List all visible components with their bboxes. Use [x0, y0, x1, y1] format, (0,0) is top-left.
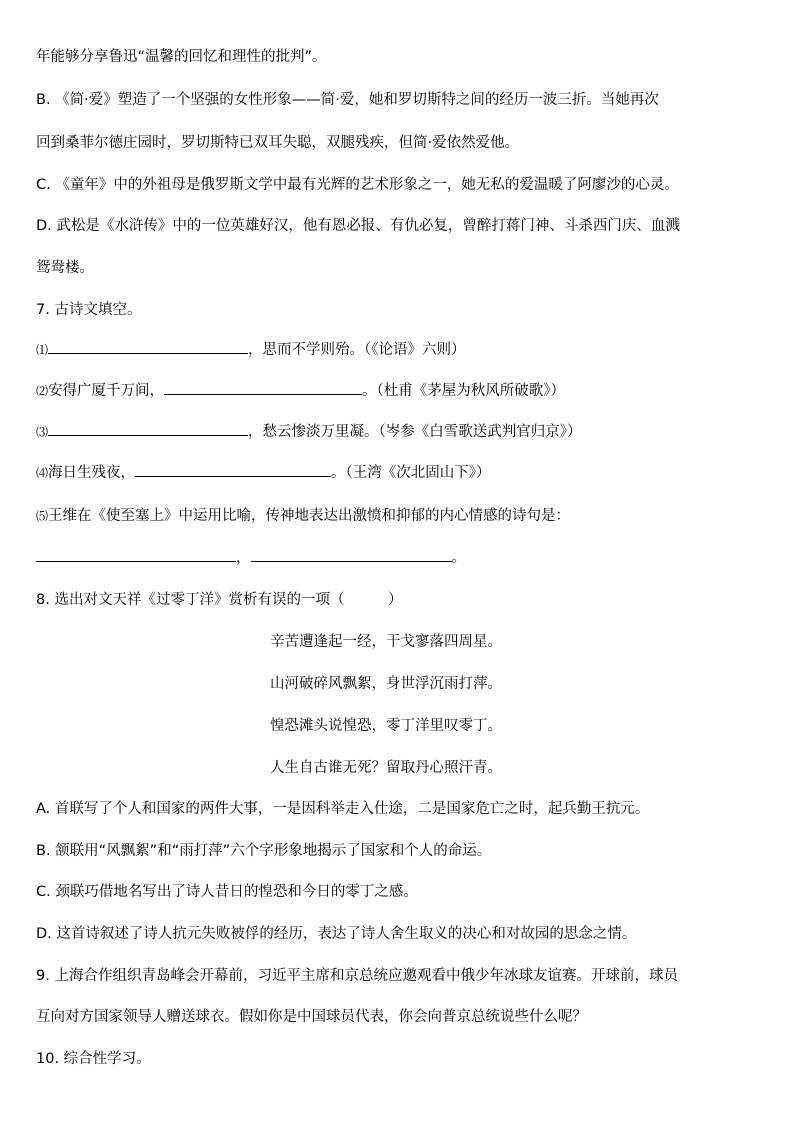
- item-number: ⑵: [36, 384, 49, 398]
- question-9-line2: 互向对方国家领导人赠送球衣。假如你是中国球员代表，你会向普京总统说些什么呢？: [36, 1009, 587, 1025]
- q8-option-b: B. 颔联用“风飘絮”和“雨打萍”六个字形象地揭示了国家和个人的命运。: [36, 843, 492, 859]
- answer-blank[interactable]: [48, 340, 248, 354]
- answer-blank[interactable]: [135, 463, 331, 477]
- poem-line: 辛苦遭逢起一经，干戈寥落四周星。: [270, 634, 502, 650]
- item-number: ⑷: [36, 466, 49, 480]
- item-text: ，愁云惨淡万里凝。（岑参《白雪歌送武判官归京》）: [248, 424, 582, 440]
- option-d-line1: D. 武松是《水浒传》中的一位英雄好汉，他有恩必报、有仇必复，曾醉打蒋门神、斗杀西门庆、血溅: [36, 218, 680, 234]
- item-number: ⑴: [36, 343, 49, 357]
- option-b-line1: B. 《简·爱》塑造了一个坚强的女性形象——简·爱，她和罗切斯特之间的经历一波三折。当她再次: [36, 92, 659, 108]
- item-number: ⑸: [36, 509, 49, 523]
- option-c: C. 《童年》中的外祖母是俄罗斯文学中最有光辉的艺术形象之一，她无私的爱温暖了阿廖沙的心灵。: [36, 177, 679, 193]
- item-prefix: 安得广厦千万间，: [48, 383, 165, 399]
- answer-blank[interactable]: [251, 548, 452, 562]
- fill-blank-item-2: [36, 381, 565, 401]
- option-b-line2: 回到桑菲尔德庄园时，罗切斯特已双耳失聪，双腿残疾，但简·爱依然爱他。: [36, 135, 520, 151]
- fill-blank-item-1: [36, 340, 466, 360]
- option-a-continuation: 年能够分享鲁迅“温馨的回忆和理性的批判”。: [36, 49, 327, 65]
- question-8-title: 8. 选出对文天祥《过零丁洋》赏析有误的一项（ ）: [36, 592, 403, 608]
- fill-blank-item-4: [36, 463, 491, 483]
- q8-option-d: D. 这首诗叙述了诗人抗元失败被俘的经历，表达了诗人舍生取义的决心和对故园的思念之情。: [36, 926, 637, 942]
- poem-line: 山河破碎风飘絮，身世浮沉雨打萍。: [270, 676, 502, 692]
- item-prefix: 王维在《使至塞上》中运用比喻，传神地表达出激愤和抑郁的内心情感的诗句是：: [48, 508, 571, 524]
- q8-option-a: A. 首联写了个人和国家的两件大事，一是因科举走入仕途，二是国家危亡之时，起兵勤王抗元。: [36, 801, 650, 817]
- item-text: ，思而不学则殆。（《论语》六则）: [248, 342, 466, 358]
- answer-blank[interactable]: [36, 548, 236, 562]
- q8-option-c: C. 颈联巧借地名写出了诗人昔日的惶恐和今日的零丁之感。: [36, 884, 418, 900]
- question-9-line1: 9. 上海合作组织青岛峰会开幕前，习近平主席和京总统应邀观看中俄少年冰球友谊赛。开球前，球员: [36, 968, 678, 984]
- separator: ，: [236, 550, 251, 566]
- option-d-line2: 鸳鸯楼。: [36, 260, 94, 276]
- question-10-title: 10. 综合性学习。: [36, 1051, 151, 1067]
- answer-blank[interactable]: [164, 381, 362, 395]
- fill-blank-item-5-answers: [36, 548, 466, 568]
- question-7-title: 7. 古诗文填空。: [36, 302, 142, 318]
- item-prefix: 海日生残夜，: [48, 465, 136, 481]
- item-number: ⑶: [36, 425, 49, 439]
- fill-blank-item-5: [36, 506, 570, 526]
- item-text: 。（杜甫《茅屋为秋风所破歌》）: [362, 383, 566, 399]
- item-text: 。（王湾《次北固山下》）: [331, 465, 491, 481]
- fill-blank-item-3: [36, 422, 582, 442]
- answer-blank[interactable]: [48, 422, 248, 436]
- poem-line: 惶恐滩头说惶恐，零丁洋里叹零丁。: [270, 718, 502, 734]
- poem-line: 人生自古谁无死？留取丹心照汗青。: [270, 760, 502, 776]
- end-punct: 。: [451, 550, 466, 566]
